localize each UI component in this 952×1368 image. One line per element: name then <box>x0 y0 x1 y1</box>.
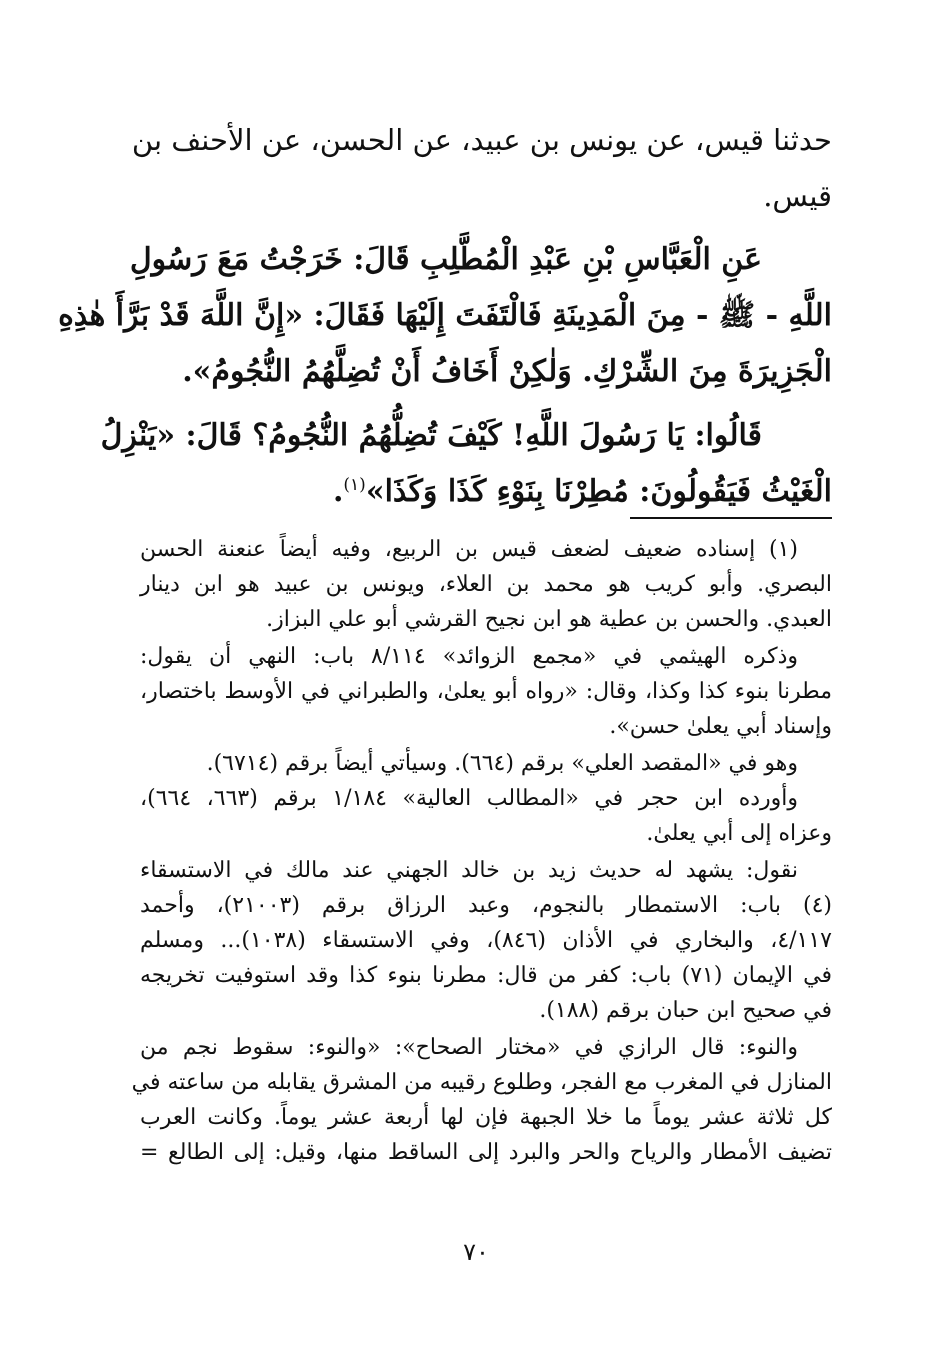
footnote-line: (٤) باب: الاستمطار بالنجوم، وعبد الرزاق برقم (٢١٠٠٣)، وأحمد <box>140 893 832 918</box>
footnote-line: وعزاه إلى أبي يعلىٰ. <box>646 821 832 846</box>
hadith-paragraph <box>58 232 832 400</box>
footnotes <box>131 532 832 1170</box>
footnote-line: وإسناد أبي يعلىٰ حسن». <box>609 714 832 739</box>
footnote-paragraph <box>140 746 832 781</box>
footnote-line: مطرنا بنوء كذا وكذا، وقال: «رواه أبو يعلىٰ، والطبراني في الأوسط باختصار، <box>140 679 832 704</box>
footnote-line: في الإيمان (٧١) باب: كفر من قال: مطرنا بنوء كذا وقد استوفيت تخريجه <box>140 963 832 988</box>
hadith-paragraph <box>100 408 832 520</box>
footnote-paragraph <box>140 639 832 744</box>
hadith-line: الْغَيْثُ فَيَقُولُونَ: مُطِرْنَا بِنَوْءِ كَذَا وَكَذَا»$^{(١)}$. <box>332 474 832 509</box>
hadith-line: قَالُوا: يَا رَسُولَ اللَّهِ! كَيْفَ تُضِلُّهُمُ النُّجُومُ؟ قَالَ: «يَنْزِلُ <box>100 418 762 453</box>
footnote-line: ٤/١١٧، والبخاري في الأذان (٨٤٦)، وفي الاستسقاء (١٠٣٨)... ومسلم <box>140 928 832 953</box>
footnote-line: وأورده ابن حجر في «المطالب العالية» ١/١٨٤ برقم (٦٦٣، ٦٦٤)، <box>140 786 799 811</box>
main-text <box>58 112 832 520</box>
footnote-paragraph <box>140 532 832 637</box>
footnote-line: نقول: يشهد له حديث زيد بن خالد الجهني عند مالك في الاستسقاء <box>140 858 798 883</box>
footnote-line: (١) إسناده ضعيف لضعف قيس بن الربيع، وفيه أيضاً عنعنة الحسن <box>140 537 798 562</box>
hadith-line: الْجَزِيرَةَ مِنَ الشِّرْكِ. وَلٰكِنْ أَخَافُ أَنْ تُضِلَّهُمُ النُّجُومُ». <box>182 354 832 389</box>
footnote-separator <box>630 517 832 519</box>
page-number: ٧٠ <box>463 1238 489 1266</box>
footnote-paragraph <box>140 781 832 851</box>
footnote-line: وهو في «المقصد العلي» برقم (٦٦٤). وسيأتي أيضاً برقم (٦٧١٤). <box>206 751 798 776</box>
isnad-line: حدثنا قيس، عن يونس بن عبيد، عن الحسن، عن الأحنف بن <box>131 123 832 157</box>
footnote-line: المنازل في المغرب مع الفجر، وطلوع رقيبه من المشرق يقابله من ساعته في <box>131 1070 832 1095</box>
footnote-line: العبدي. والحسن بن عطية هو ابن نجيح القرشي أبو علي البزاز. <box>266 607 832 632</box>
isnad-line: قيس. <box>763 179 832 213</box>
hadith-line: اللَّهِ - ﷺ - مِنَ الْمَدِينَةِ فَالْتَفَتَ إِلَيْهَا فَقَالَ: «إِنَّ اللَّهَ قَدْ بَرَّأَ هٰذِهِ <box>58 298 832 333</box>
footnote-line: في صحيح ابن حبان برقم (١٨٨). <box>539 998 832 1023</box>
footnote-paragraph <box>131 1030 832 1170</box>
footnote-paragraph <box>140 853 832 1028</box>
footnote-line: كل ثلاثة عشر يوماً ما خلا الجبهة فإن لها أربعة عشر يوماً. وكانت العرب <box>140 1105 832 1130</box>
footnote-line: والنوء: قال الرازي في «مختار الصحاح»: «والنوء: سقوط نجم من <box>140 1035 798 1060</box>
footnote-line: البصري. وأبو كريب هو محمد بن العلاء، ويونس بن عبيد هو ابن دينار <box>140 572 832 597</box>
footnote-marker[interactable]: (١) <box>343 475 366 495</box>
footnote-line: تضيف الأمطار والرياح والحر والبرد إلى الساقط منها، وقيل: إلى الطالع = <box>140 1140 832 1165</box>
footnote-line: وذكره الهيثمي في «مجمع الزوائد» ٨/١١٤ باب: النهي أن يقول: <box>140 644 798 669</box>
hadith-line: عَنِ الْعَبَّاسِ بْنِ عَبْدِ الْمُطَّلِبِ قَالَ: خَرَجْتُ مَعَ رَسُولِ <box>129 242 762 277</box>
